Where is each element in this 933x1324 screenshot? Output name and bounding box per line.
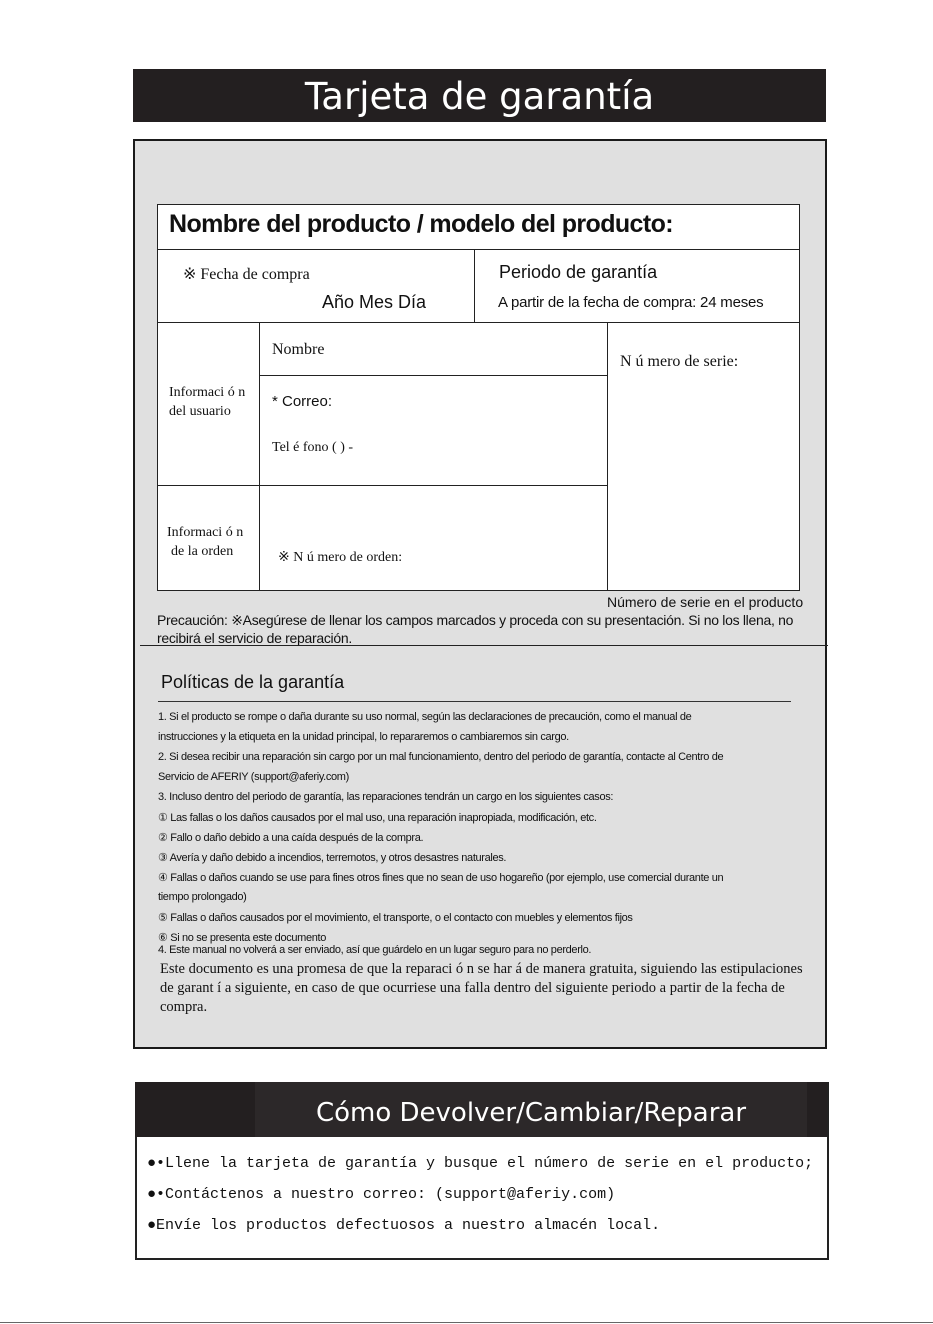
return-title: Cómo Devolver/Cambiar/Reparar <box>315 1098 747 1128</box>
purchase-date-label: ※ Fecha de compra <box>183 266 310 283</box>
policy-line: Servicio de AFERIY (support@aferiy.com) <box>158 771 349 783</box>
policy-line: 2. Si desea recibir una reparación sin cargo por un mal funcionamiento, dentro del periodo de garantía, contacte al Centro de <box>158 751 724 763</box>
table-divider <box>158 322 800 323</box>
closing-statement: Este documento es una promesa de que la reparaci ó n se har á de manera gratuita, siguiendo las estipulaciones de garant í a siguiente, en caso de que ocurriese una falla dentro del siguiente periodo a partir de la fecha de compra. <box>160 961 803 1015</box>
return-step: ●•Contáctenos a nuestro correo: (support@aferiy.com) <box>147 1186 616 1203</box>
table-divider <box>607 322 608 591</box>
email-field[interactable]: * Correo: <box>272 393 333 410</box>
policy-line: 3. Incluso dentro del periodo de garantía, las reparaciones tendrán un cargo en los siguientes casos: <box>158 791 614 803</box>
order-info-label-line1: Informaci ó n <box>167 525 244 540</box>
table-divider <box>158 249 800 250</box>
table-divider <box>259 322 260 591</box>
caution-note: Precaución: ※Asegúrese de llenar los campos marcados y proceda con su presentación. Si no los llena, no recibirá el servicio de reparación. <box>157 612 794 646</box>
page-title: Tarjeta de garantía <box>304 75 655 118</box>
user-info-label-line2: del usuario <box>169 404 231 419</box>
order-info-label <box>167 523 243 561</box>
warranty-period-label: Periodo de garantía <box>499 262 658 282</box>
policy-line: ② Fallo o daño debido a una caída después de la compra. <box>158 832 424 844</box>
warranty-form-table <box>157 204 800 591</box>
policy-line: 4. Este manual no volverá a ser enviado, así que guárdelo en un lugar seguro para no perderlo. <box>158 944 592 956</box>
table-divider <box>474 249 475 322</box>
serial-number-note: Número de serie en el producto <box>607 594 804 610</box>
policy-line: 1. Si el producto se rompe o daña durante su uso normal, según las declaraciones de precaución, como el manual de <box>158 711 692 723</box>
order-info-label-line2: de la orden <box>171 544 234 559</box>
product-name-label: Nombre del producto / modelo del producto: <box>169 210 673 238</box>
policy-line: ⑤ Fallas o daños causados por el movimiento, el transporte, o el contacto con muebles y elementos fijos <box>158 912 633 924</box>
policy-line: ⑥ Si no se presenta este documento <box>158 932 326 944</box>
policies-underline <box>158 701 791 702</box>
policy-line: ③ Avería y daño debido a incendios, terremotos, y otros desastres naturales. <box>158 852 507 864</box>
name-field[interactable]: Nombre <box>272 341 325 358</box>
date-format-label: Año Mes Día <box>322 292 427 312</box>
user-info-label <box>169 383 245 421</box>
policies-title: Políticas de la garantía <box>161 672 345 692</box>
policy-line: ④ Fallas o daños cuando se use para fines otros fines que no sean de uso hogareño (por ejemplo, use comercial durante un <box>158 872 724 884</box>
table-divider <box>259 375 607 376</box>
return-step: ●Envíe los productos defectuosos a nuestro almacén local. <box>147 1217 661 1234</box>
policy-line: ① Las fallas o los daños causados por el mal uso, una reparación inapropiada, modificación, etc. <box>158 812 597 824</box>
separator-line <box>140 645 828 646</box>
return-step: ●•Llene la tarjeta de garantía y busque el número de serie en el producto; <box>147 1155 814 1172</box>
phone-field[interactable]: Tel é fono ( ) - <box>272 440 354 455</box>
order-number-field[interactable]: ※ N ú mero de orden: <box>278 550 403 565</box>
warranty-period-value: A partir de la fecha de compra: 24 meses <box>498 294 764 311</box>
policy-line: instrucciones y la etiqueta en la unidad principal, lo repararemos o cambiaremos sin cargo. <box>158 731 569 743</box>
table-divider <box>158 485 607 486</box>
user-info-label-line1: Informaci ó n <box>169 385 246 400</box>
bottom-rule <box>0 1322 933 1323</box>
policy-line: tiempo prolongado) <box>158 891 247 903</box>
serial-number-field[interactable]: N ú mero de serie: <box>620 353 739 370</box>
